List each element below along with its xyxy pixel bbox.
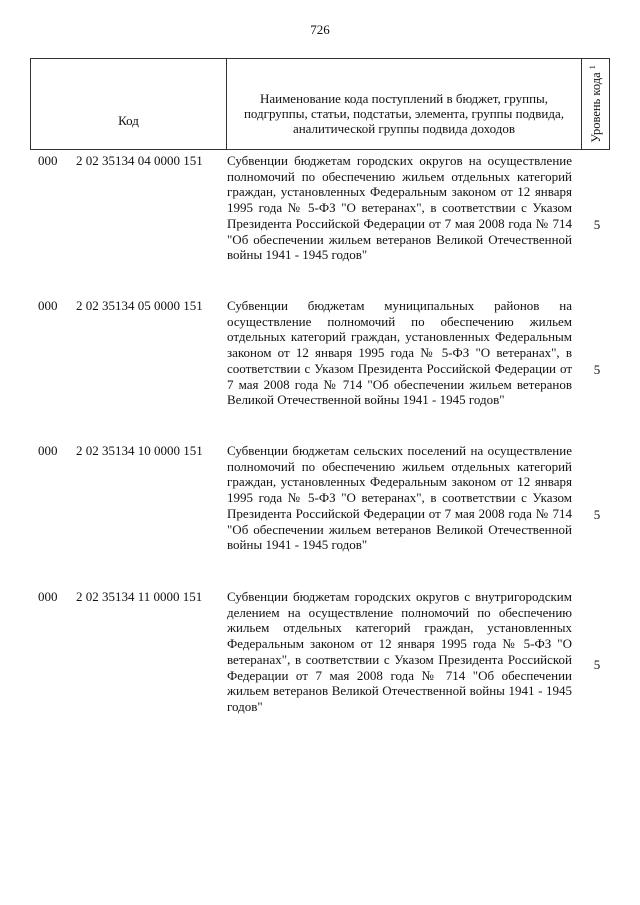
- row-level: 5: [593, 362, 601, 377]
- table-row: [30, 298, 610, 428]
- header-name: Наименование кода поступлений в бюджет, группы, подгруппы, статьи, подстатьи, элемента, группы подвида, аналитической группы подвида доходов: [227, 59, 582, 149]
- row-prefix: 000: [38, 153, 58, 168]
- row-code: 2 02 35134 11 0000 151: [76, 589, 203, 604]
- row-name: Субвенции бюджетам сельских поселений на осуществление полномочий по обеспечению жильем отдельных категорий граждан, установленных Федеральным законом от 12 января 1995 года № 5-ФЗ "О ветеранах", в соответствии с Указом Президента Российской Федерации от 7 мая 2008 года № 714 "Об обеспечении жильем ветеранов Великой Отечественной войны 1941 - 1945 годов": [227, 443, 572, 553]
- table-row: [30, 443, 610, 573]
- row-prefix: 000: [38, 589, 58, 604]
- row-code: 2 02 35134 10 0000 151: [76, 443, 203, 458]
- header-level: [582, 59, 609, 149]
- table-row: [30, 153, 610, 283]
- row-name: Субвенции бюджетам городских округов с внутригородским делением на осуществление полномочий по обеспечению жильем отдельных категорий граждан, установленных Федеральным законом от 12 января 1995 года № 5-ФЗ "О ветеранах", в соответствии с Указом Президента Российской Федерации от 7 мая 2008 года № 714 "Об обеспечении жильем ветеранов Великой Отечественной войны 1941 - 1945 годов": [227, 589, 572, 714]
- row-prefix: 000: [38, 298, 58, 313]
- table-row: [30, 589, 610, 719]
- row-level: 5: [593, 657, 601, 672]
- header-level-text: Уровень кода: [588, 72, 603, 143]
- header-level-label: [587, 65, 603, 143]
- header-code: Код: [31, 59, 227, 149]
- page-number: 726: [310, 22, 330, 37]
- row-code: 2 02 35134 05 0000 151: [76, 298, 203, 313]
- table-header: [30, 58, 610, 150]
- row-level: 5: [593, 217, 601, 232]
- row-code: 2 02 35134 04 0000 151: [76, 153, 203, 168]
- row-name: Субвенции бюджетам муниципальных районов на осуществление полномочий по обеспечению жильем отдельных категорий граждан, установленных Федеральным законом от 12 января 1995 года № 5-ФЗ "О ветеранах", в соответствии с Указом Президента Российской Федерации от 7 мая 2008 года № 714 "Об обеспечении жильем ветеранов Великой Отечественной войны 1941 - 1945 годов": [227, 298, 572, 408]
- header-level-footnote: 1: [587, 65, 597, 70]
- row-level: 5: [593, 507, 601, 522]
- row-name: Субвенции бюджетам городских округов на осуществление полномочий по обеспечению жильем отдельных категорий граждан, установленных Федеральным законом от 12 января 1995 года № 5-ФЗ "О ветеранах", в соответствии с Указом Президента Российской Федерации от 7 мая 2008 года № 714 "Об обеспечении жильем ветеранов Великой Отечественной войны 1941 - 1945 годов": [227, 153, 572, 263]
- row-prefix: 000: [38, 443, 58, 458]
